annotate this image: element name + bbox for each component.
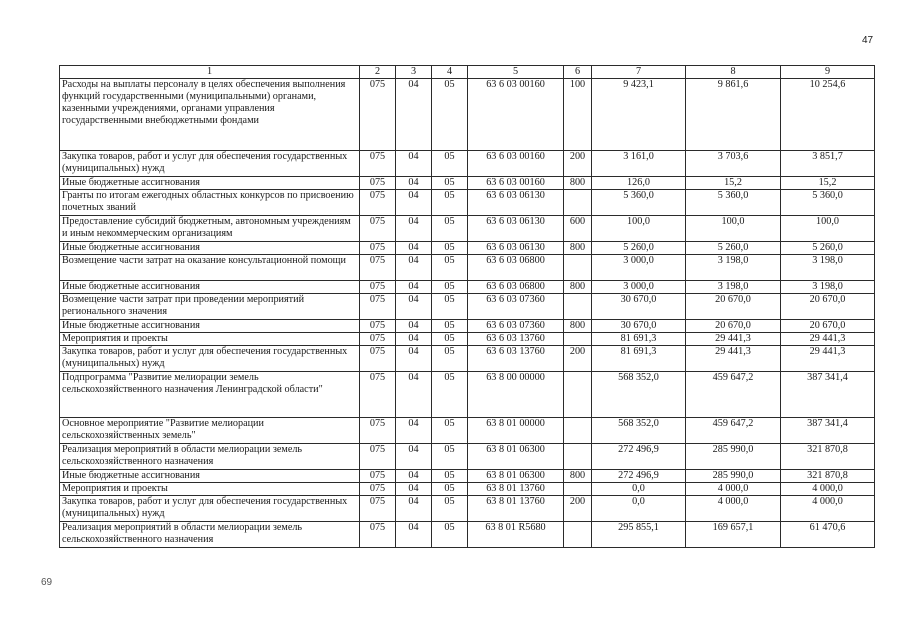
table-row — [60, 242, 875, 255]
row-admin-code: 075 — [360, 346, 396, 372]
row-target-article: 63 6 03 07360 — [468, 320, 564, 333]
row-target-article: 63 8 01 R5680 — [468, 522, 564, 548]
row-amount-1: 272 496,9 — [592, 470, 686, 483]
row-amount-2: 5 260,0 — [686, 242, 781, 255]
row-section-code: 04 — [396, 216, 432, 242]
row-amount-1: 0,0 — [592, 496, 686, 522]
row-expense-type — [564, 190, 592, 216]
page-number: 47 — [862, 35, 874, 46]
row-name: Предоставление субсидий бюджетным, автономным учреждениям и иным некоммерческим организациям — [60, 216, 360, 242]
row-target-article: 63 6 03 06130 — [468, 242, 564, 255]
row-amount-2: 100,0 — [686, 216, 781, 242]
row-subsection-code: 05 — [432, 346, 468, 372]
row-amount-1: 568 352,0 — [592, 418, 686, 444]
header-cell: 1 — [60, 66, 360, 79]
row-amount-1: 3 000,0 — [592, 255, 686, 281]
margin-mark: 69 — [41, 577, 53, 588]
row-amount-3: 15,2 — [781, 177, 875, 190]
row-name: Закупка товаров, работ и услуг для обеспечения государственных (муниципальных) нужд — [60, 496, 360, 522]
row-amount-3: 3 198,0 — [781, 255, 875, 281]
row-amount-3: 4 000,0 — [781, 496, 875, 522]
row-amount-1: 0,0 — [592, 483, 686, 496]
row-section-code: 04 — [396, 151, 432, 177]
table-row — [60, 190, 875, 216]
row-name: Иные бюджетные ассигнования — [60, 470, 360, 483]
row-subsection-code: 05 — [432, 320, 468, 333]
row-target-article: 63 8 01 06300 — [468, 470, 564, 483]
row-admin-code: 075 — [360, 333, 396, 346]
row-admin-code: 075 — [360, 320, 396, 333]
table-row — [60, 216, 875, 242]
header-cell: 5 — [468, 66, 564, 79]
row-target-article: 63 6 03 13760 — [468, 333, 564, 346]
row-amount-1: 5 360,0 — [592, 190, 686, 216]
row-amount-2: 169 657,1 — [686, 522, 781, 548]
row-section-code: 04 — [396, 255, 432, 281]
row-subsection-code: 05 — [432, 177, 468, 190]
row-name: Реализация мероприятий в области мелиорации земель сельскохозяйственного назначения — [60, 522, 360, 548]
row-expense-type — [564, 522, 592, 548]
row-amount-3: 61 470,6 — [781, 522, 875, 548]
row-section-code: 04 — [396, 418, 432, 444]
row-amount-1: 3 161,0 — [592, 151, 686, 177]
row-amount-2: 285 990,0 — [686, 470, 781, 483]
row-target-article: 63 8 01 13760 — [468, 496, 564, 522]
row-expense-type: 200 — [564, 496, 592, 522]
row-section-code: 04 — [396, 496, 432, 522]
row-section-code: 04 — [396, 483, 432, 496]
row-name: Основное мероприятие "Развитие мелиорации сельскохозяйственных земель" — [60, 418, 360, 444]
row-target-article: 63 6 03 06800 — [468, 255, 564, 281]
row-amount-2: 29 441,3 — [686, 333, 781, 346]
row-subsection-code: 05 — [432, 444, 468, 470]
row-section-code: 04 — [396, 333, 432, 346]
row-amount-3: 4 000,0 — [781, 483, 875, 496]
row-admin-code: 075 — [360, 470, 396, 483]
row-amount-2: 3 198,0 — [686, 281, 781, 294]
row-expense-type — [564, 372, 592, 418]
row-amount-3: 387 341,4 — [781, 418, 875, 444]
row-amount-3: 20 670,0 — [781, 294, 875, 320]
row-subsection-code: 05 — [432, 281, 468, 294]
row-admin-code: 075 — [360, 483, 396, 496]
row-amount-2: 20 670,0 — [686, 320, 781, 333]
row-section-code: 04 — [396, 190, 432, 216]
row-target-article: 63 6 03 07360 — [468, 294, 564, 320]
row-amount-2: 459 647,2 — [686, 372, 781, 418]
row-expense-type: 600 — [564, 216, 592, 242]
header-cell: 4 — [432, 66, 468, 79]
row-section-code: 04 — [396, 372, 432, 418]
row-admin-code: 075 — [360, 418, 396, 444]
row-amount-3: 20 670,0 — [781, 320, 875, 333]
table-row — [60, 496, 875, 522]
row-amount-2: 4 000,0 — [686, 496, 781, 522]
row-amount-3: 321 870,8 — [781, 444, 875, 470]
row-amount-1: 30 670,0 — [592, 294, 686, 320]
row-name: Иные бюджетные ассигнования — [60, 177, 360, 190]
row-amount-2: 15,2 — [686, 177, 781, 190]
row-section-code: 04 — [396, 79, 432, 151]
row-expense-type — [564, 483, 592, 496]
row-amount-3: 10 254,6 — [781, 79, 875, 151]
row-admin-code: 075 — [360, 242, 396, 255]
row-admin-code: 075 — [360, 151, 396, 177]
row-admin-code: 075 — [360, 444, 396, 470]
row-amount-3: 29 441,3 — [781, 333, 875, 346]
row-subsection-code: 05 — [432, 483, 468, 496]
row-admin-code: 075 — [360, 190, 396, 216]
row-expense-type — [564, 444, 592, 470]
row-name: Расходы на выплаты персоналу в целях обеспечения выполнения функций государственными (муниципальными) органами, казенными учреждениями, органами управления государственными внебюджетными фондами — [60, 79, 360, 151]
row-expense-type: 800 — [564, 281, 592, 294]
row-name: Закупка товаров, работ и услуг для обеспечения государственных (муниципальных) нужд — [60, 151, 360, 177]
row-subsection-code: 05 — [432, 372, 468, 418]
table-row — [60, 522, 875, 548]
row-subsection-code: 05 — [432, 294, 468, 320]
table-row — [60, 281, 875, 294]
row-amount-2: 285 990,0 — [686, 444, 781, 470]
row-amount-2: 20 670,0 — [686, 294, 781, 320]
row-amount-1: 100,0 — [592, 216, 686, 242]
row-target-article: 63 6 03 00160 — [468, 79, 564, 151]
row-amount-3: 321 870,8 — [781, 470, 875, 483]
row-amount-1: 30 670,0 — [592, 320, 686, 333]
row-subsection-code: 05 — [432, 496, 468, 522]
row-subsection-code: 05 — [432, 522, 468, 548]
row-section-code: 04 — [396, 242, 432, 255]
row-admin-code: 075 — [360, 281, 396, 294]
row-admin-code: 075 — [360, 372, 396, 418]
row-admin-code: 075 — [360, 522, 396, 548]
row-amount-1: 81 691,3 — [592, 333, 686, 346]
row-amount-1: 568 352,0 — [592, 372, 686, 418]
table-row — [60, 444, 875, 470]
row-section-code: 04 — [396, 177, 432, 190]
row-subsection-code: 05 — [432, 151, 468, 177]
header-cell: 9 — [781, 66, 875, 79]
table-row — [60, 418, 875, 444]
row-expense-type: 800 — [564, 177, 592, 190]
row-subsection-code: 05 — [432, 190, 468, 216]
row-expense-type: 200 — [564, 151, 592, 177]
header-cell: 8 — [686, 66, 781, 79]
table-row — [60, 372, 875, 418]
row-amount-1: 272 496,9 — [592, 444, 686, 470]
table-row — [60, 79, 875, 151]
row-amount-1: 126,0 — [592, 177, 686, 190]
row-amount-3: 3 198,0 — [781, 281, 875, 294]
row-subsection-code: 05 — [432, 333, 468, 346]
row-amount-2: 9 861,6 — [686, 79, 781, 151]
row-name: Закупка товаров, работ и услуг для обеспечения государственных (муниципальных) нужд — [60, 346, 360, 372]
row-subsection-code: 05 — [432, 418, 468, 444]
row-admin-code: 075 — [360, 216, 396, 242]
table-row — [60, 346, 875, 372]
row-amount-3: 387 341,4 — [781, 372, 875, 418]
row-target-article: 63 6 03 00160 — [468, 151, 564, 177]
row-expense-type: 800 — [564, 320, 592, 333]
row-admin-code: 075 — [360, 177, 396, 190]
row-name: Иные бюджетные ассигнования — [60, 242, 360, 255]
row-target-article: 63 8 00 00000 — [468, 372, 564, 418]
row-amount-3: 3 851,7 — [781, 151, 875, 177]
row-subsection-code: 05 — [432, 216, 468, 242]
row-section-code: 04 — [396, 444, 432, 470]
table-row — [60, 151, 875, 177]
row-target-article: 63 8 01 06300 — [468, 444, 564, 470]
table-row — [60, 470, 875, 483]
row-target-article: 63 6 03 06800 — [468, 281, 564, 294]
row-name: Возмещение части затрат на оказание консультационной помощи — [60, 255, 360, 281]
table-row — [60, 294, 875, 320]
row-amount-2: 5 360,0 — [686, 190, 781, 216]
row-expense-type — [564, 294, 592, 320]
row-expense-type: 100 — [564, 79, 592, 151]
row-expense-type — [564, 418, 592, 444]
row-target-article: 63 6 03 06130 — [468, 190, 564, 216]
row-expense-type — [564, 255, 592, 281]
table-row — [60, 320, 875, 333]
row-admin-code: 075 — [360, 79, 396, 151]
row-admin-code: 075 — [360, 496, 396, 522]
row-amount-1: 5 260,0 — [592, 242, 686, 255]
row-name: Мероприятия и проекты — [60, 483, 360, 496]
row-amount-2: 29 441,3 — [686, 346, 781, 372]
row-expense-type: 800 — [564, 242, 592, 255]
row-expense-type: 200 — [564, 346, 592, 372]
row-amount-1: 3 000,0 — [592, 281, 686, 294]
row-expense-type: 800 — [564, 470, 592, 483]
row-admin-code: 075 — [360, 294, 396, 320]
row-amount-1: 81 691,3 — [592, 346, 686, 372]
row-amount-2: 459 647,2 — [686, 418, 781, 444]
row-subsection-code: 05 — [432, 470, 468, 483]
row-expense-type — [564, 333, 592, 346]
row-target-article: 63 8 01 13760 — [468, 483, 564, 496]
row-name: Подпрограмма "Развитие мелиорации земель сельскохозяйственного назначения Ленинградской области" — [60, 372, 360, 418]
header-row — [60, 66, 875, 79]
row-section-code: 04 — [396, 294, 432, 320]
row-amount-2: 3 703,6 — [686, 151, 781, 177]
table-row — [60, 483, 875, 496]
budget-table — [59, 65, 875, 548]
row-subsection-code: 05 — [432, 242, 468, 255]
row-amount-2: 3 198,0 — [686, 255, 781, 281]
row-admin-code: 075 — [360, 255, 396, 281]
row-target-article: 63 6 03 06130 — [468, 216, 564, 242]
row-target-article: 63 6 03 00160 — [468, 177, 564, 190]
row-name: Реализация мероприятий в области мелиорации земель сельскохозяйственного назначения — [60, 444, 360, 470]
row-name: Гранты по итогам ежегодных областных конкурсов по присвоению почетных званий — [60, 190, 360, 216]
row-name: Мероприятия и проекты — [60, 333, 360, 346]
row-target-article: 63 8 01 00000 — [468, 418, 564, 444]
row-name: Иные бюджетные ассигнования — [60, 281, 360, 294]
row-section-code: 04 — [396, 320, 432, 333]
row-amount-3: 100,0 — [781, 216, 875, 242]
header-cell: 2 — [360, 66, 396, 79]
row-subsection-code: 05 — [432, 255, 468, 281]
row-amount-3: 5 360,0 — [781, 190, 875, 216]
row-amount-1: 295 855,1 — [592, 522, 686, 548]
row-section-code: 04 — [396, 281, 432, 294]
table-row — [60, 255, 875, 281]
header-cell: 3 — [396, 66, 432, 79]
row-section-code: 04 — [396, 470, 432, 483]
row-target-article: 63 6 03 13760 — [468, 346, 564, 372]
table-row — [60, 333, 875, 346]
row-subsection-code: 05 — [432, 79, 468, 151]
row-amount-2: 4 000,0 — [686, 483, 781, 496]
table-row — [60, 177, 875, 190]
row-name: Иные бюджетные ассигнования — [60, 320, 360, 333]
header-cell: 7 — [592, 66, 686, 79]
row-amount-3: 29 441,3 — [781, 346, 875, 372]
header-cell: 6 — [564, 66, 592, 79]
row-amount-3: 5 260,0 — [781, 242, 875, 255]
row-section-code: 04 — [396, 522, 432, 548]
row-name: Возмещение части затрат при проведении мероприятий регионального значения — [60, 294, 360, 320]
row-section-code: 04 — [396, 346, 432, 372]
row-amount-1: 9 423,1 — [592, 79, 686, 151]
